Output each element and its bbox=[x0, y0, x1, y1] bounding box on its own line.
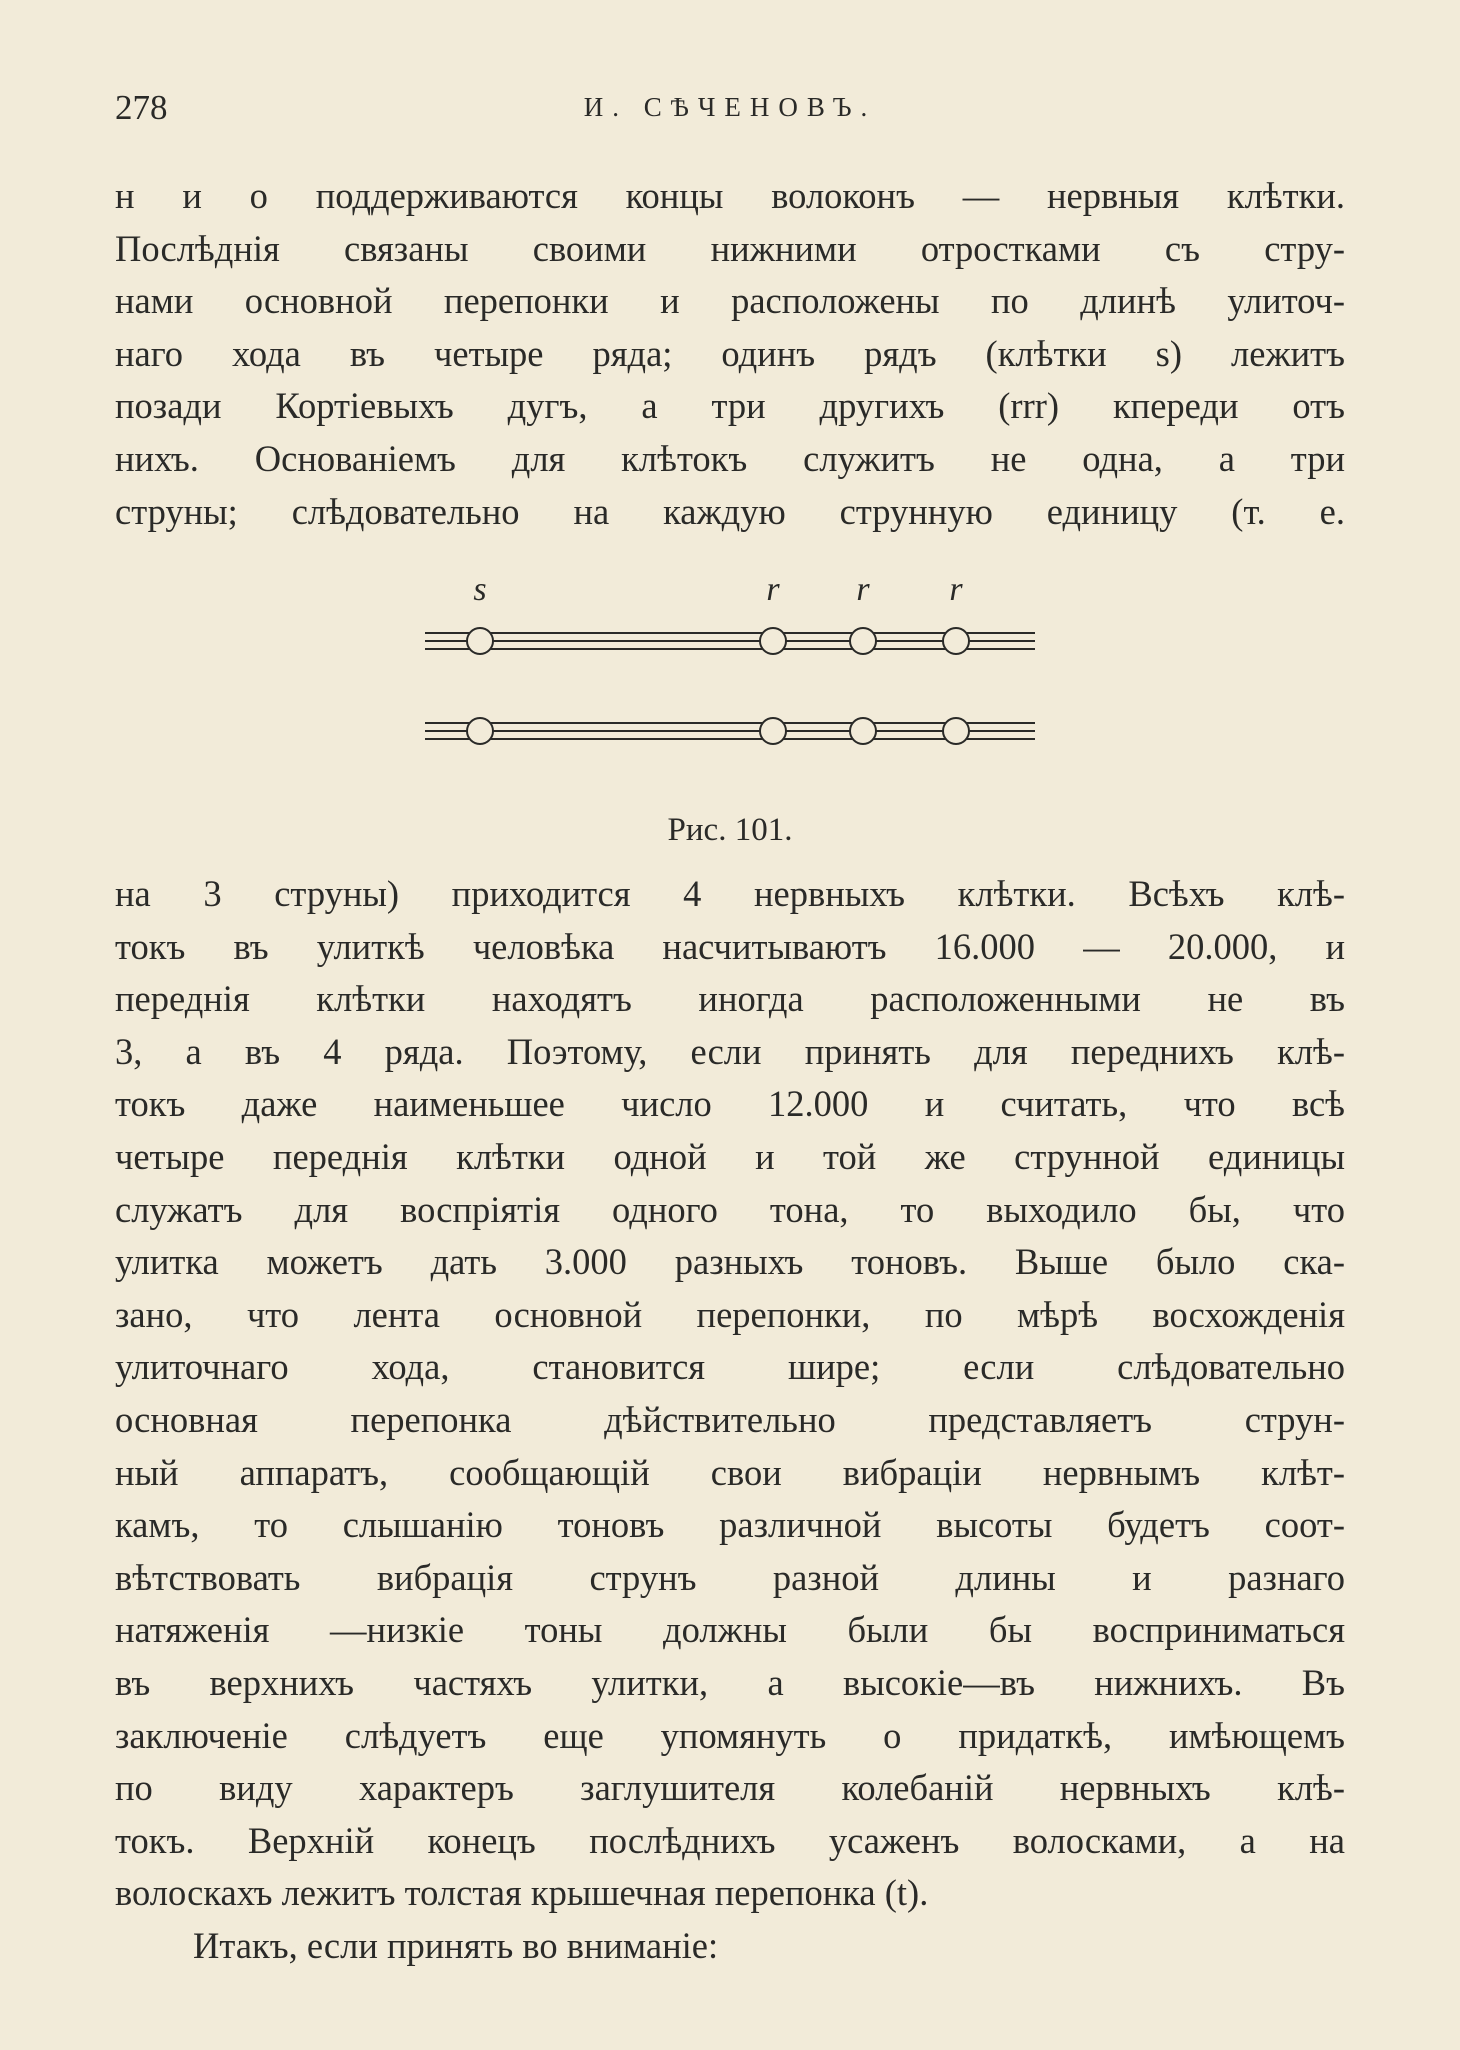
text-line: вѣтствовать вибрація струнъ разной длины и разнаго bbox=[115, 1556, 1345, 1598]
nerve-cell-circle bbox=[467, 718, 493, 744]
text-line: токъ даже наименьшее число 12.000 и считать, что всѣ bbox=[115, 1083, 1345, 1125]
page-number: 278 bbox=[115, 88, 168, 127]
string-unit-lower bbox=[425, 718, 1035, 744]
nerve-cell-circle bbox=[943, 718, 969, 744]
text-line: позади Кортіевыхъ дугъ, а три другихъ (rrr) кпереди отъ bbox=[115, 385, 1345, 427]
nerve-cell-circle bbox=[943, 628, 969, 654]
text-line: на 3 струны) приходится 4 нервныхъ клѣтки. Всѣхъ клѣ- bbox=[115, 873, 1345, 914]
string-unit-upper bbox=[425, 628, 1035, 654]
text-line: камъ, то слышанію тоновъ различной высоты будетъ соот- bbox=[115, 1504, 1345, 1546]
figure-caption: Рис. 101. bbox=[667, 812, 793, 848]
text-line: волоскахъ лежитъ толстая крышечная перепонка (t). bbox=[115, 1872, 929, 1914]
text-line: четыре переднія клѣтки одной и той же струнной единицы bbox=[115, 1135, 1345, 1177]
figure-label-s: s bbox=[473, 571, 487, 608]
figure-label-r: r bbox=[856, 571, 870, 608]
string-diagram bbox=[400, 565, 1060, 785]
text-line: токъ въ улиткѣ человѣка насчитываютъ 16.000 — 20.000, и bbox=[115, 925, 1345, 967]
text-line: по виду характеръ заглушителя колебаній нервныхъ клѣ- bbox=[115, 1767, 1345, 1809]
text-line: наго хода въ четыре ряда; одинъ рядъ (клѣтки s) лежитъ bbox=[115, 332, 1345, 374]
text-line: нами основной перепонки и расположены по длинѣ улиточ- bbox=[115, 280, 1345, 322]
paragraph-top bbox=[115, 170, 1345, 538]
text-line: натяженія —низкіе тоны должны были бы восприниматься bbox=[115, 1609, 1345, 1651]
text-line: служатъ для воспріятія одного тона, то выходило бы, что bbox=[115, 1188, 1345, 1230]
text-line: зано, что лента основной перепонки, по мѣрѣ восхожденія bbox=[115, 1293, 1345, 1335]
nerve-cell-circle bbox=[467, 628, 493, 654]
text-line: основная перепонка дѣйствительно представляетъ струн- bbox=[115, 1398, 1345, 1440]
nerve-cell-circle bbox=[850, 718, 876, 744]
text-line: 3, а въ 4 ряда. Поэтому, если принять для переднихъ клѣ- bbox=[115, 1030, 1345, 1072]
text-line: ный аппаратъ, сообщающій свои вибраціи нервнымъ клѣт- bbox=[115, 1451, 1345, 1493]
text-line: Итакъ, если принять во вниманіе: bbox=[193, 1924, 719, 1966]
text-line: нихъ. Основаніемъ для клѣтокъ служитъ не одна, а три bbox=[115, 437, 1345, 479]
page-header bbox=[115, 88, 1345, 128]
text-line: въ верхнихъ частяхъ улитки, а высокіе—въ нижнихъ. Въ bbox=[115, 1661, 1345, 1703]
text-line: струны; слѣдовательно на каждую струнную единицу (т. е. bbox=[115, 490, 1345, 532]
figure-101 bbox=[400, 565, 1060, 785]
paragraph-bottom bbox=[115, 868, 1345, 1972]
text-line: заключеніе слѣдуетъ еще упомянуть о придаткѣ, имѣющемъ bbox=[115, 1714, 1345, 1756]
nerve-cell-circle bbox=[850, 628, 876, 654]
text-line: н и о поддерживаются концы волоконъ — нервныя клѣтки. bbox=[115, 175, 1345, 216]
text-line: улиточнаго хода, становится шире; если слѣдовательно bbox=[115, 1346, 1345, 1388]
nerve-cell-circle bbox=[760, 718, 786, 744]
text-line: переднія клѣтки находятъ иногда расположенными не въ bbox=[115, 978, 1345, 1020]
figure-label-r: r bbox=[949, 571, 963, 608]
text-line: Послѣднія связаны своими нижними отростками съ стру- bbox=[115, 227, 1345, 269]
text-line: токъ. Верхній конецъ послѣднихъ усаженъ волосками, а на bbox=[115, 1819, 1345, 1861]
nerve-cell-circle bbox=[760, 628, 786, 654]
running-title: И. СѢЧЕНОВЪ. bbox=[583, 92, 877, 122]
figure-label-r: r bbox=[766, 571, 780, 608]
text-line: улитка можетъ дать 3.000 разныхъ тоновъ. Выше было ска- bbox=[115, 1241, 1345, 1283]
